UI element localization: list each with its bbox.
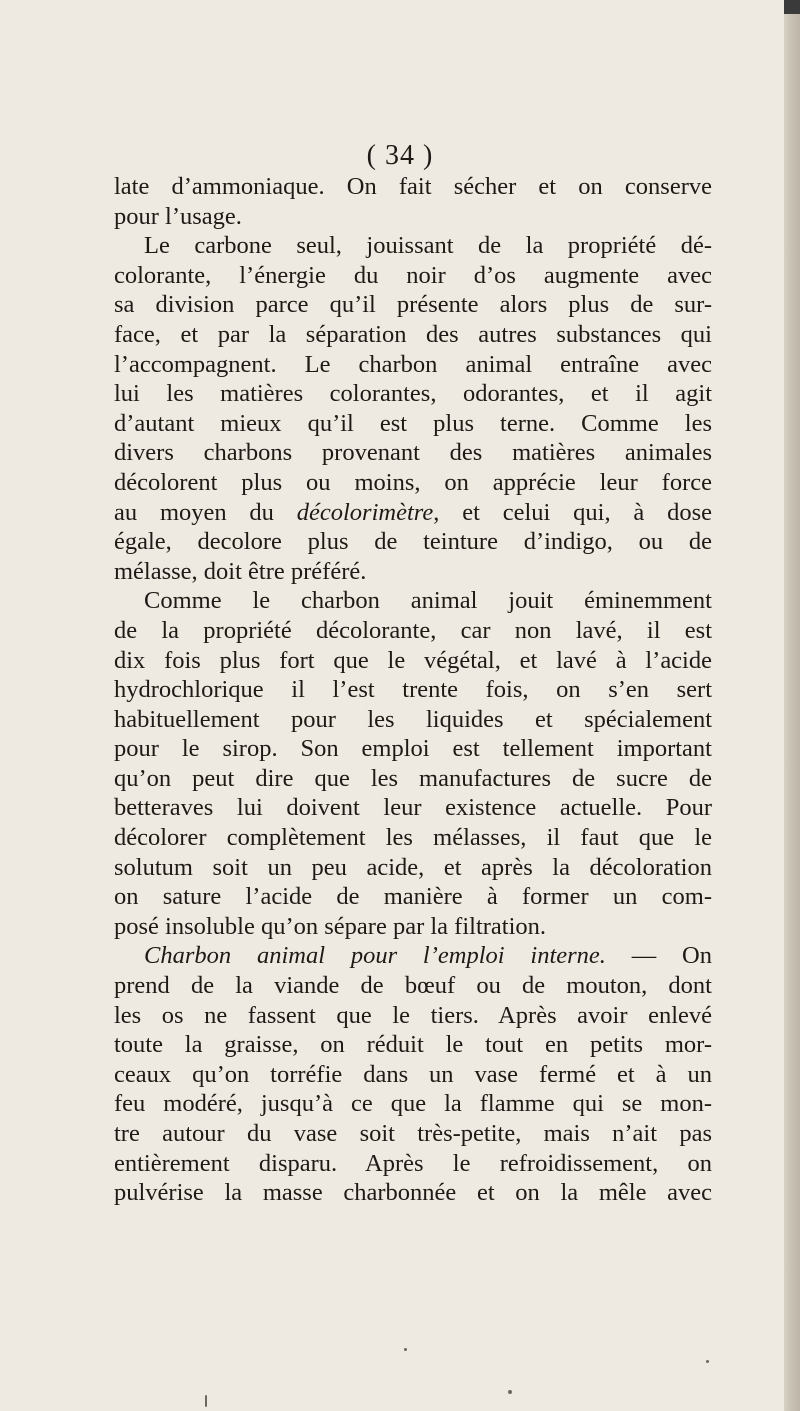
text-line bbox=[114, 1149, 712, 1179]
text-segment: décolorent plus ou moins, on apprécie leur force bbox=[114, 468, 712, 496]
text-segment: lui les matières colorantes, odorantes, et il agit bbox=[114, 380, 712, 408]
text-line bbox=[114, 172, 712, 202]
text-segment: égale, decolore plus de teinture d’indigo, ou de bbox=[114, 528, 712, 556]
text-segment: toute la graisse, on réduit le tout en petits mor- bbox=[114, 1031, 712, 1059]
text-segment: tre autour du vase soit très-petite, mais n’ait pas bbox=[114, 1120, 712, 1147]
text-segment: posé insoluble qu’on sépare par la filtration. bbox=[114, 912, 547, 940]
text-line bbox=[114, 823, 712, 853]
text-segment: Comme le charbon animal jouit éminemment bbox=[144, 587, 712, 615]
text-segment: dix fois plus fort que le végétal, et lavé à l’acide bbox=[114, 646, 712, 674]
text-segment: , et celui qui, à dose bbox=[433, 498, 712, 526]
paper-speck bbox=[205, 1395, 207, 1407]
text-line bbox=[114, 350, 712, 380]
text-segment: feu modéré, jusqu’à ce que la flamme qui se mon- bbox=[114, 1090, 712, 1118]
text-line bbox=[114, 498, 712, 528]
text-line bbox=[114, 1030, 712, 1060]
text-segment: pour l’usage. bbox=[114, 202, 242, 230]
text-line bbox=[114, 527, 712, 557]
text-line bbox=[114, 1119, 712, 1149]
text-line bbox=[114, 675, 712, 705]
text-line bbox=[114, 616, 712, 646]
text-line bbox=[114, 468, 712, 498]
text-segment: pour le sirop. Son emploi est tellement important bbox=[114, 735, 712, 763]
text-segment: — On bbox=[605, 942, 713, 970]
text-segment: d’autant mieux qu’il est plus terne. Comme les bbox=[114, 409, 712, 437]
text-segment: betteraves lui doivent leur existence actuelle. Pour bbox=[114, 794, 712, 822]
text-line bbox=[114, 290, 712, 320]
text-segment: on sature l’acide de manière à former un com- bbox=[114, 883, 712, 911]
text-line bbox=[114, 557, 712, 587]
text-line bbox=[114, 438, 712, 468]
text-segment: late d’ammoniaque. On fait sécher et on conserve bbox=[114, 173, 712, 200]
italic-text: Charbon animal pour l’emploi interne. bbox=[144, 942, 606, 970]
text-segment: les os ne fassent que le tiers. Après avoir enlevé bbox=[114, 1001, 712, 1029]
text-line bbox=[114, 971, 712, 1001]
text-segment: entièrement disparu. Après le refroidissement, on bbox=[114, 1149, 712, 1177]
text-line bbox=[114, 793, 712, 823]
text-line bbox=[114, 202, 712, 232]
page-edge-shadow bbox=[784, 0, 800, 14]
text-line bbox=[114, 1178, 712, 1208]
page-edge bbox=[784, 0, 800, 1411]
text-line bbox=[114, 1060, 712, 1090]
text-line bbox=[114, 646, 712, 676]
text-segment: prend de la viande de bœuf ou de mouton, dont bbox=[114, 972, 712, 1000]
paper-speck bbox=[706, 1360, 709, 1363]
text-segment: pulvérise la masse charbonnée et on la mêle avec bbox=[114, 1179, 712, 1207]
text-line bbox=[114, 882, 712, 912]
text-segment: de la propriété décolorante, car non lavé, il est bbox=[114, 616, 712, 644]
text-segment: divers charbons provenant des matières animales bbox=[114, 439, 712, 467]
text-line bbox=[114, 853, 712, 883]
text-line bbox=[114, 231, 712, 261]
text-segment: habituellement pour les liquides et spécialement bbox=[114, 705, 712, 733]
text-line bbox=[114, 734, 712, 764]
paper-speck bbox=[508, 1390, 512, 1394]
text-segment: qu’on peut dire que les manufactures de sucre de bbox=[114, 764, 712, 792]
text-line bbox=[114, 409, 712, 439]
text-segment: mélasse, doit être préféré. bbox=[114, 557, 367, 585]
paper-speck bbox=[404, 1348, 407, 1351]
text-line bbox=[114, 764, 712, 794]
text-segment: l’accompagnent. Le charbon animal entraîne avec bbox=[114, 350, 712, 378]
text-line bbox=[114, 586, 712, 616]
text-segment: colorante, l’énergie du noir d’os augmente avec bbox=[114, 261, 712, 289]
text-line bbox=[114, 320, 712, 350]
text-line bbox=[114, 941, 712, 971]
page-number: ( 34 ) bbox=[366, 140, 434, 171]
text-line bbox=[114, 379, 712, 409]
text-segment: face, et par la séparation des autres substances qui bbox=[114, 320, 712, 348]
text-segment: au moyen du bbox=[114, 498, 297, 526]
text-line bbox=[114, 1001, 712, 1031]
body-text bbox=[114, 172, 712, 1208]
text-segment: solutum soit un peu acide, et après la décoloration bbox=[114, 853, 712, 881]
text-segment: hydrochlorique il l’est trente fois, on s’en sert bbox=[114, 676, 712, 704]
text-line bbox=[114, 1089, 712, 1119]
text-line bbox=[114, 261, 712, 291]
text-segment: ceaux qu’on torréfie dans un vase fermé et à un bbox=[114, 1060, 712, 1088]
italic-text: décolorimètre bbox=[296, 498, 434, 526]
text-segment: décolorer complètement les mélasses, il faut que le bbox=[114, 824, 712, 852]
text-line bbox=[114, 912, 712, 942]
text-segment: Le carbone seul, jouissant de la propriété dé- bbox=[144, 232, 712, 260]
text-line bbox=[114, 705, 712, 735]
text-segment: sa division parce qu’il présente alors plus de sur- bbox=[114, 291, 712, 319]
